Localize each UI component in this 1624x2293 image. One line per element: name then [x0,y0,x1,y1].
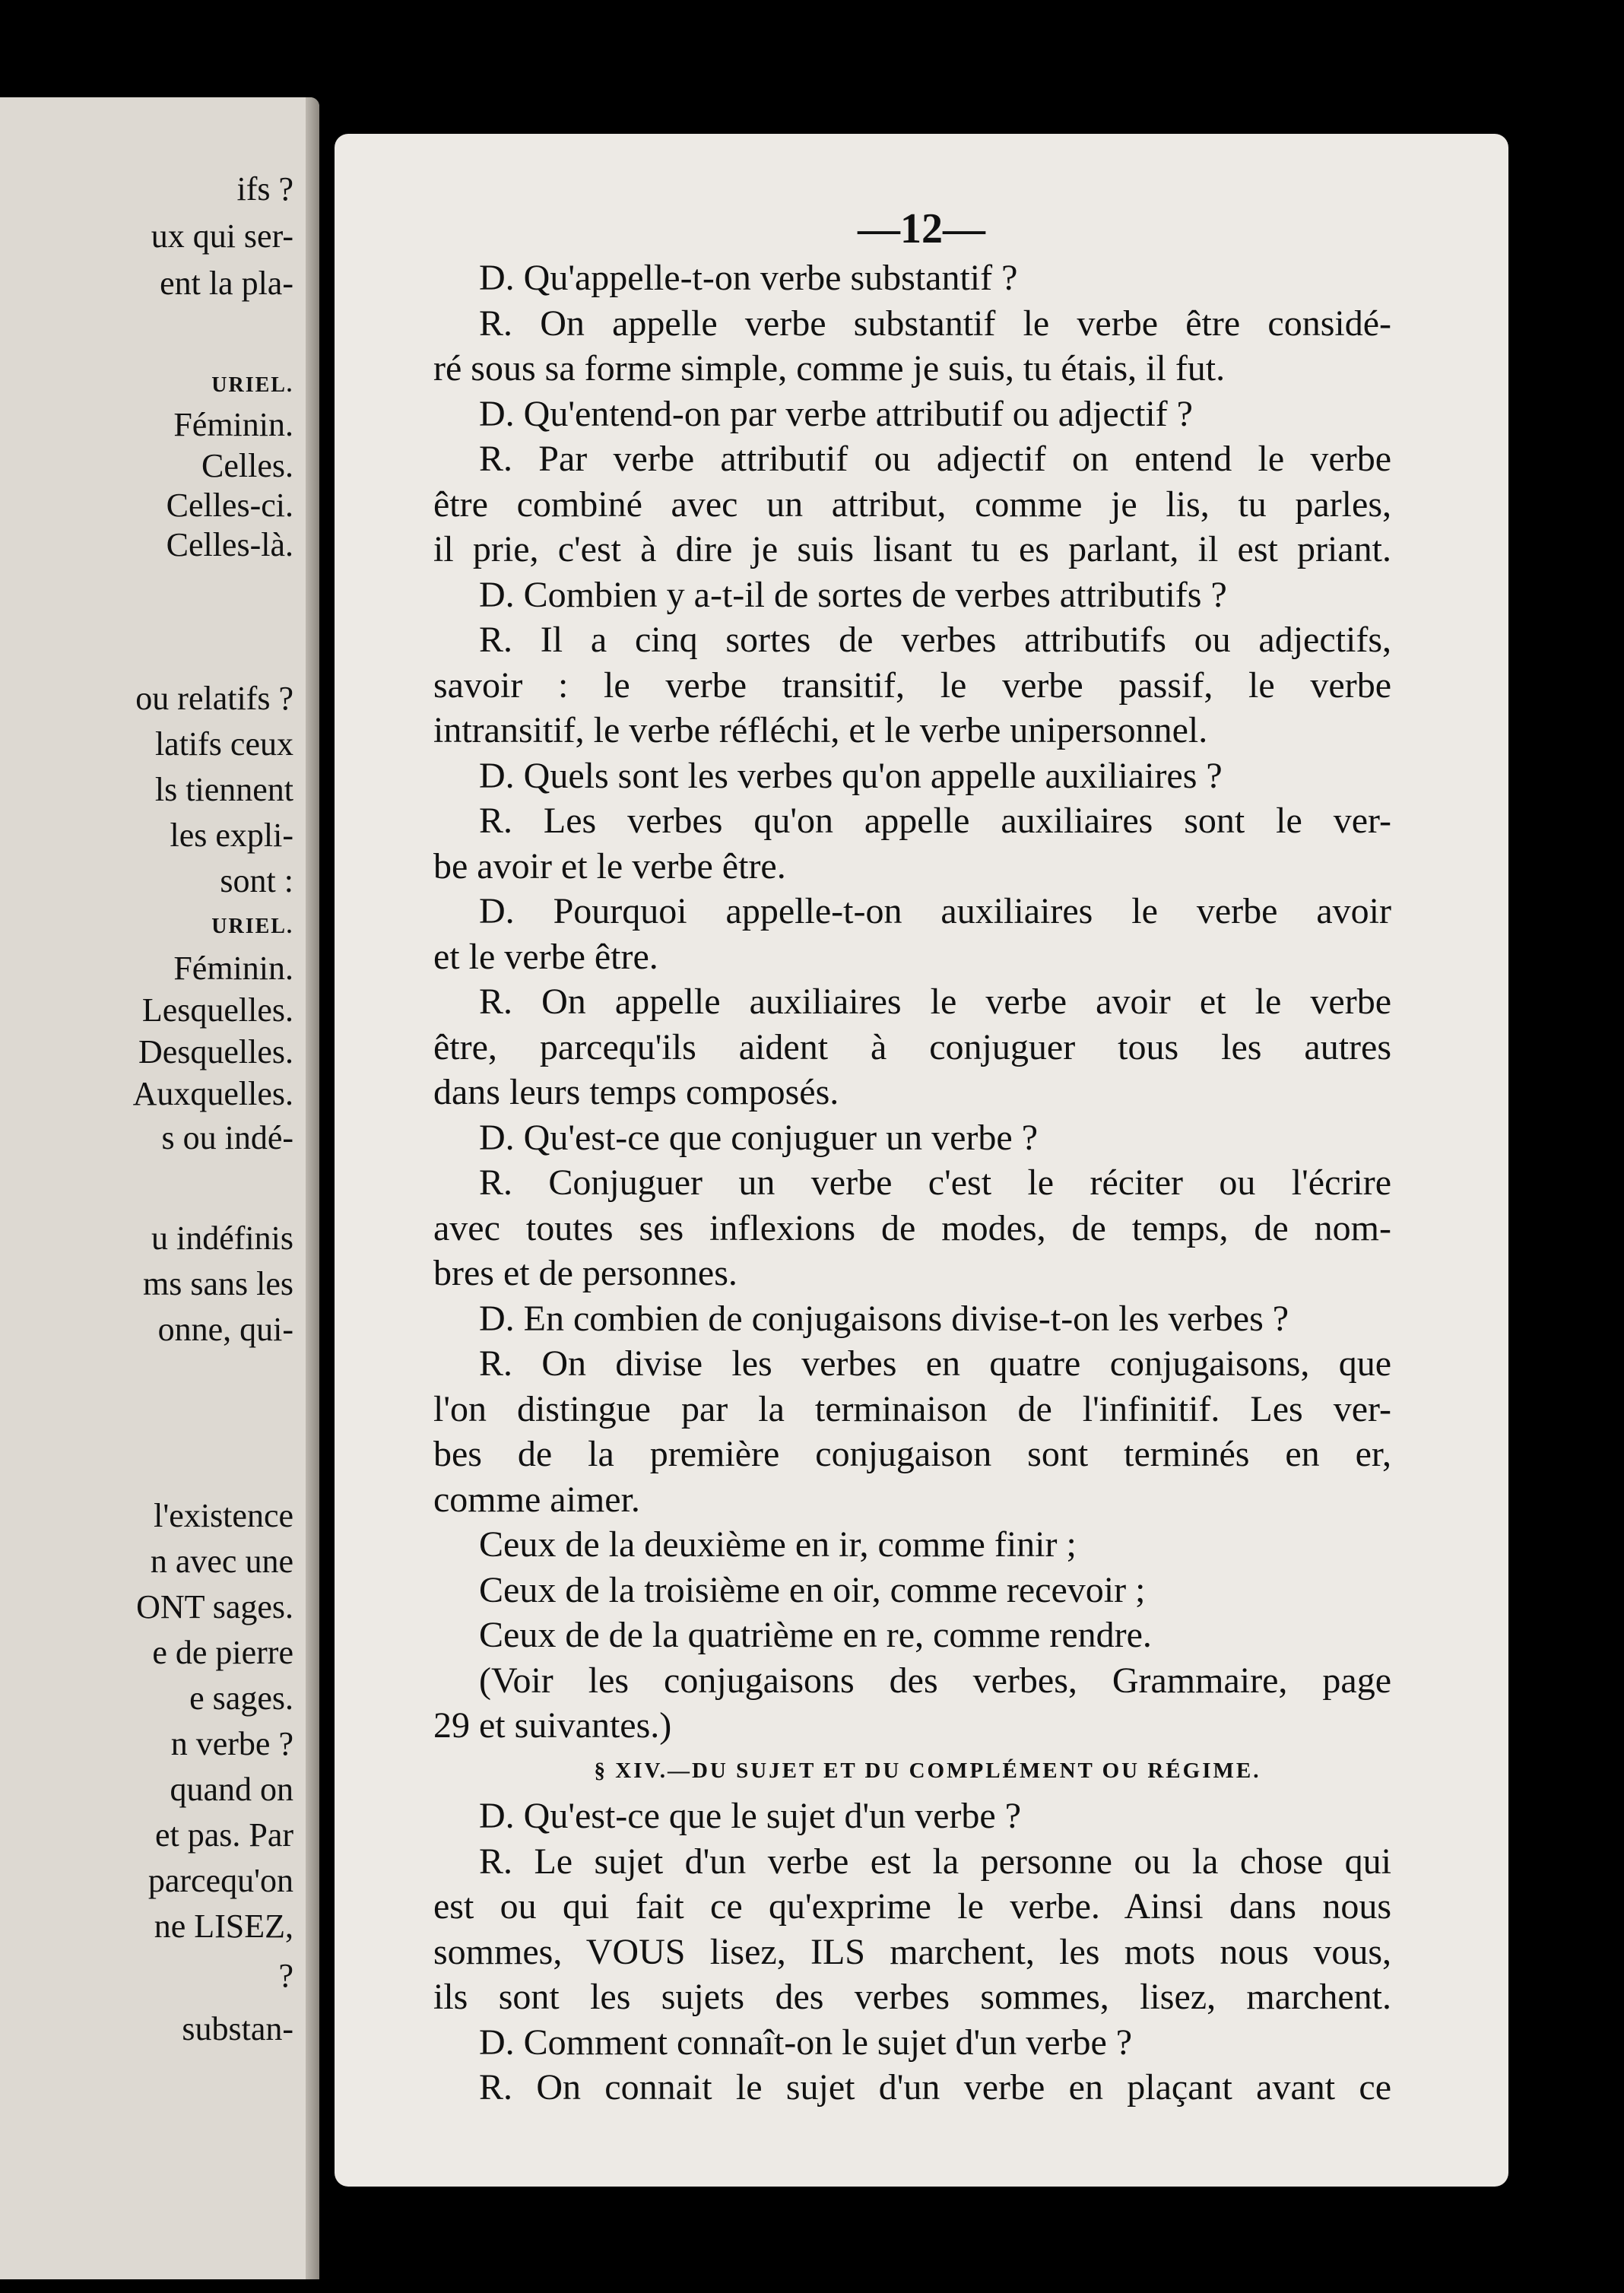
text-line: savoir : le verbe transitif, le verbe passif, le verbe [433,664,1391,706]
left-page-line: onne, qui- [157,1311,293,1348]
text-line: sommes, VOUS lisez, ILS marchent, les mots nous vous, [433,1931,1391,1972]
left-page-line: Celles-ci. [166,487,293,524]
left-page-line: ms sans les [143,1265,293,1302]
left-page-line: Celles. [201,447,293,484]
left-page-line: s ou indé- [161,1119,293,1156]
left-page-line: parcequ'on [147,1862,293,1899]
text-line: l'on distingue par la terminaison de l'infinitif. Les ver- [433,1388,1391,1429]
left-page-line: Féminin. [173,406,293,443]
text-line: D. Qu'est-ce que le sujet d'un verbe ? [479,1796,1022,1836]
text-line: et le verbe être. [433,936,658,977]
text-line: intransitif, le verbe réfléchi, et le verbe unipersonnel. [433,710,1208,750]
text-line: R. Le sujet d'un verbe est la personne ou la chose qui [479,1841,1391,1882]
page-gutter-shadow [306,97,319,2279]
text-line: R. On appelle auxiliaires le verbe avoir et le verbe [479,982,1391,1022]
text-line: D. Comment connaît-on le sujet d'un verbe ? [479,2022,1133,2063]
left-page-line: URIEL. [211,373,293,397]
left-page-line: ifs ? [236,170,293,208]
left-page-line: ne LISEZ, [154,1908,293,1945]
text-line: R. Les verbes qu'on appelle auxiliaires sont le ver- [479,801,1391,841]
text-line: Ceux de la troisième en oir, comme recevoir ; [479,1569,1146,1610]
left-page-line: u indéfinis [151,1219,293,1257]
text-line: R. On connait le sujet d'un verbe en plaçant avant ce [479,2067,1391,2107]
left-page-line: Féminin. [173,950,293,987]
text-line: 29 et suivantes.) [433,1705,672,1746]
page-body-text [433,255,1391,2111]
text-line: être combiné avec un attribut, comme je lis, tu parles, [433,484,1391,525]
text-line: D. Quels sont les verbes qu'on appelle auxiliaires ? [479,755,1223,796]
text-line: R. Conjuguer un verbe c'est le réciter ou l'écrire [479,1162,1391,1203]
text-line: D. Pourquoi appelle-t-on auxiliaires le verbe avoir [479,891,1391,931]
left-page-line: latifs ceux [154,725,293,763]
text-line: bres et de personnes. [433,1253,737,1293]
left-page-line: substan- [182,2010,293,2047]
left-page-line: e sages. [189,1679,293,1717]
text-line: est ou qui fait ce qu'exprime le verbe. Ainsi dans nous [433,1886,1391,1927]
text-line: be avoir et le verbe être. [433,845,786,886]
left-page-line: URIEL. [211,915,293,938]
left-page-line: n verbe ? [170,1725,293,1762]
left-page-line: sont : [220,862,293,899]
text-line: R. Par verbe attributif ou adjectif on entend le verbe [479,439,1391,479]
left-page-line: Celles-là. [166,526,293,563]
left-page-fragment [0,97,319,2279]
text-line: R. On appelle verbe substantif le verbe être considé- [479,303,1391,344]
text-line: dans leurs temps composés. [433,1072,839,1112]
left-page-line: ent la pla- [160,265,293,302]
left-page-line: ux qui ser- [151,217,293,255]
text-line: Ceux de la deuxième en ir, comme finir ; [479,1524,1077,1565]
text-line: ré sous sa forme simple, comme je suis, tu étais, il fut. [433,348,1226,389]
left-page-line: ? [278,1957,293,1994]
text-line: (Voir les conjugaisons des verbes, Grammaire, page [479,1660,1391,1701]
text-line: comme aimer. [433,1479,640,1520]
left-page-line: Lesquelles. [141,991,293,1029]
left-page-line: quand on [170,1771,293,1808]
text-line: D. Qu'entend-on par verbe attributif ou adjectif ? [479,393,1193,434]
left-page-line: ONT sages. [136,1588,293,1625]
left-page-line: e de pierre [152,1634,293,1671]
text-line: bes de la première conjugaison sont terminés en er, [433,1434,1391,1474]
page-number: —12— [858,205,985,252]
left-page-line: ls tiennent [154,771,293,808]
section-heading: § XIV.—DU SUJET ET DU COMPLÉMENT OU RÉGIME. [594,1758,1261,1783]
right-page [335,134,1508,2187]
left-page-line: les expli- [170,817,293,854]
left-page-line: l'existence [154,1497,293,1534]
text-line: D. Qu'appelle-t-on verbe substantif ? [479,258,1018,298]
left-page-line: et pas. Par [154,1816,293,1854]
text-line: R. On divise les verbes en quatre conjugaisons, que [479,1343,1391,1384]
text-line: ils sont les sujets des verbes sommes, lisez, marchent. [433,1977,1391,2017]
left-page-line: Auxquelles. [132,1075,293,1112]
text-line: D. En combien de conjugaisons divise-t-on les verbes ? [479,1298,1289,1339]
text-line: être, parcequ'ils aident à conjuguer tous les autres [433,1026,1391,1067]
left-page-line: ou relatifs ? [135,680,293,717]
left-page-line: Desquelles. [138,1033,293,1070]
text-line: D. Qu'est-ce que conjuguer un verbe ? [479,1117,1039,1158]
text-line: il prie, c'est à dire je suis lisant tu es parlant, il est priant. [433,529,1391,569]
text-line: avec toutes ses inflexions de modes, de temps, de nom- [433,1207,1391,1248]
text-line: R. Il a cinq sortes de verbes attributifs ou adjectifs, [479,620,1391,660]
text-line: Ceux de de la quatrième en re, comme rendre. [479,1615,1152,1655]
left-page-line: n avec une [150,1543,293,1580]
text-line: D. Combien y a-t-il de sortes de verbes attributifs ? [479,574,1227,615]
